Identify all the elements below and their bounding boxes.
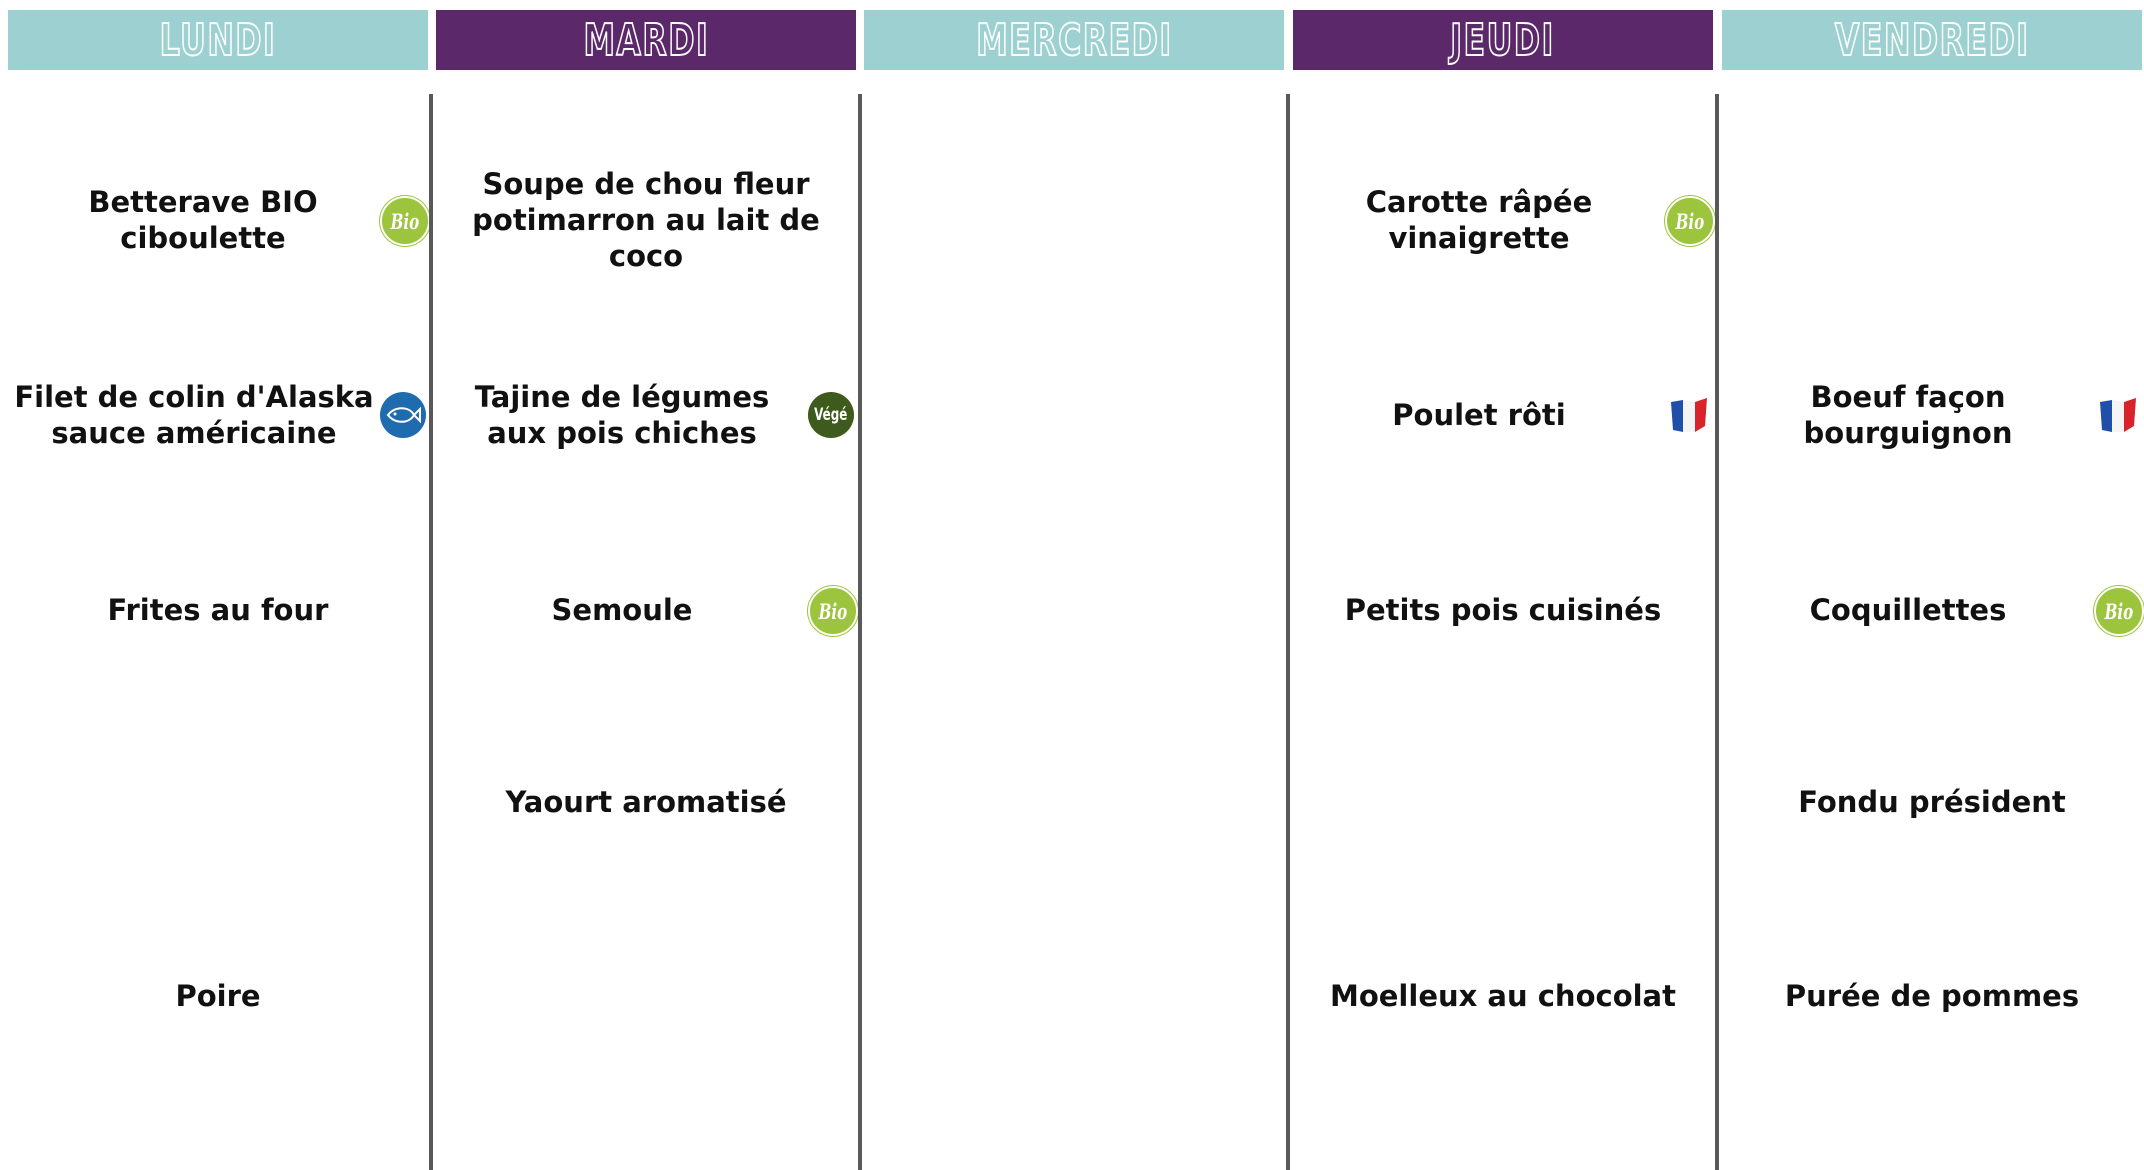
badge-text: Bio [390, 208, 420, 234]
menu-item-main [436, 378, 808, 452]
day-header-mercredi [864, 10, 1284, 70]
menu-item-line: Boeuf façon [1810, 380, 2006, 414]
menu-item-main [1722, 378, 2094, 452]
menu-item-starter [1293, 183, 1665, 257]
menu-item-side [1293, 590, 1713, 630]
badge-text: Bio [818, 598, 848, 624]
menu-item-line: Frites au four [107, 593, 329, 627]
column-divider [429, 94, 433, 1170]
menu-item-dessert [1293, 976, 1713, 1016]
column-divider [858, 94, 862, 1170]
menu-item-side [1722, 590, 2094, 630]
bio-label-icon [380, 196, 430, 246]
menu-item-line: vinaigrette [1388, 221, 1570, 255]
column-lundi [8, 0, 428, 1170]
day-header-mardi [436, 10, 856, 70]
column-mercredi [864, 0, 1284, 1170]
french-flag-icon [2096, 394, 2140, 436]
fish-sustainable-icon [380, 392, 426, 438]
day-title: JEUDI [1450, 14, 1556, 66]
column-divider [1286, 94, 1290, 1170]
bio-label-icon [1665, 196, 1715, 246]
menu-item-dessert [1722, 976, 2142, 1016]
menu-item-line: Petits pois cuisinés [1344, 593, 1662, 627]
badge-text: Bio [2104, 598, 2134, 624]
menu-item-line: Purée de pommes [1784, 979, 2080, 1013]
badge-text: Bio [1675, 208, 1705, 234]
menu-item-side [436, 590, 808, 630]
menu-item-line: Yaourt aromatisé [505, 785, 787, 819]
menu-item-line: Soupe de chou fleur [482, 167, 810, 201]
day-title: VENDREDI [1834, 14, 2030, 66]
column-mardi [436, 0, 856, 1170]
menu-item-line: potimarron au lait de coco [472, 203, 820, 273]
menu-item-line: Semoule [551, 593, 693, 627]
menu-item-dairy [436, 782, 856, 822]
menu-item-line: Tajine de légumes [474, 380, 770, 414]
menu-item-line: Poire [175, 979, 261, 1013]
column-divider [1715, 94, 1719, 1170]
day-header-lundi [8, 10, 428, 70]
menu-item-line: Moelleux au chocolat [1329, 979, 1676, 1013]
menu-item-line: Fondu président [1798, 785, 2066, 819]
menu-item-starter [436, 167, 856, 273]
menu-item-line: sauce américaine [51, 416, 337, 450]
menu-item-line: Carotte râpée [1365, 185, 1593, 219]
bio-label-icon [808, 586, 858, 636]
day-header-vendredi [1722, 10, 2142, 70]
badge-text: Végé [814, 405, 848, 425]
vege-label-icon [808, 392, 854, 438]
french-flag-icon [1667, 394, 1711, 436]
menu-item-line: bourguignon [1803, 416, 2013, 450]
menu-item-line: Filet de colin d'Alaska [14, 380, 374, 414]
day-title: MARDI [583, 14, 709, 66]
menu-item-starter [8, 185, 398, 255]
menu-item-dairy [1722, 782, 2142, 822]
column-vendredi [1722, 0, 2134, 1170]
bio-label-icon [2094, 586, 2144, 636]
menu-item-side [8, 590, 428, 630]
menu-item-line: Coquillettes [1809, 593, 2007, 627]
menu-item-line: aux pois chiches [487, 416, 757, 450]
menu-item-main [1293, 395, 1665, 435]
menu-item-line: Betterave BIO ciboulette [88, 185, 318, 255]
menu-item-line: Poulet rôti [1392, 398, 1566, 432]
day-header-jeudi [1293, 10, 1713, 70]
menu-item-main [8, 378, 380, 452]
menu-item-dessert [8, 976, 428, 1016]
day-title: LUNDI [159, 14, 277, 66]
day-title: MERCREDI [975, 14, 1173, 66]
column-jeudi [1293, 0, 1713, 1170]
